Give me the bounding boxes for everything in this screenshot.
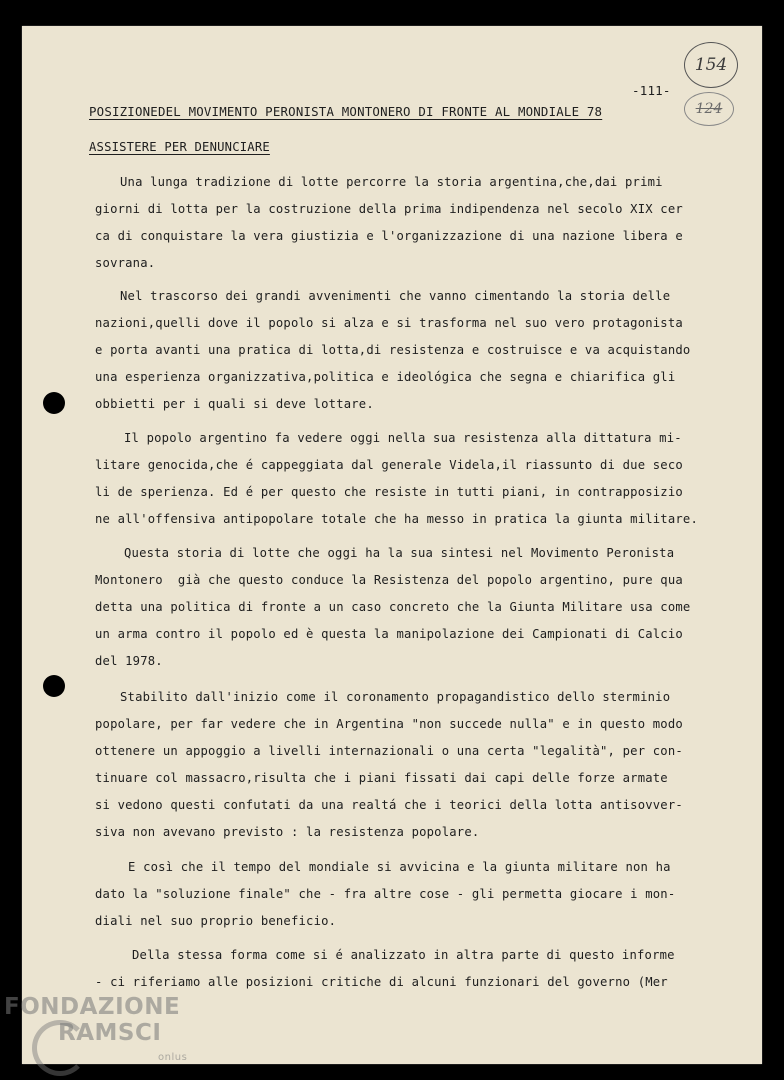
paragraph-6-line-1: E così che il tempo del mondiale si avvicina e la giunta militare non ha <box>128 860 671 874</box>
watermark-line-1: FONDAZIONE <box>4 994 181 1020</box>
paragraph-5-line-1: Stabilito dall'inizio come il coronamento propagandistico dello sterminio <box>120 690 671 704</box>
archive-stamp <box>684 42 738 88</box>
paragraph-4-line-1: Questa storia di lotte che oggi ha la sua sintesi nel Movimento Peronista <box>124 546 675 560</box>
paragraph-1-line-1: Una lunga tradizione di lotte percorre la storia argentina,che,dai primi <box>120 175 663 189</box>
paragraph-6-line-2: dato la "soluzione finale" che - fra altre cose - gli permetta giocare i mon- <box>95 887 676 901</box>
paragraph-4-line-3: detta una politica di fronte a un caso concreto che la Giunta Militare usa come <box>95 600 691 614</box>
paragraph-4-line-5: del 1978. <box>95 654 163 668</box>
archive-stamp-old <box>684 92 734 126</box>
paragraph-5-line-3: ottenere un appoggio a livelli internazionali o una certa "legalità", per con- <box>95 744 683 758</box>
paragraph-3-line-4: ne all'offensiva antipopolare totale che ha messo in pratica la giunta militare. <box>95 512 698 526</box>
paragraph-1-line-3: ca di conquistare la vera giustizia e l'organizzazione di una nazione libera e <box>95 229 683 243</box>
paragraph-2-line-4: una esperienza organizzativa,politica e ideológica che segna e chiarifica gli <box>95 370 676 384</box>
paragraph-6-line-3: diali nel suo proprio beneficio. <box>95 914 337 928</box>
paragraph-2-line-5: obbietti per i quali si deve lottare. <box>95 397 374 411</box>
archive-stamp-old-number: 124 <box>695 101 723 117</box>
paragraph-3-line-1: Il popolo argentino fa vedere oggi nella sua resistenza alla dittatura mi- <box>124 431 682 445</box>
paragraph-7-line-1: Della stessa forma come si é analizzato in altra parte di questo informe <box>132 948 675 962</box>
paragraph-3-line-3: li de sperienza. Ed é per questo che resiste in tutti piani, in contrapposizio <box>95 485 683 499</box>
paragraph-5-line-2: popolare, per far vedere che in Argentina "non succede nulla" e in questo modo <box>95 717 683 731</box>
paragraph-3-line-2: litare genocida,che é cappeggiata dal generale Videla,il riassunto di due seco <box>95 458 683 472</box>
paragraph-2-line-2: nazioni,quelli dove il popolo si alza e si trasforma nel suo vero protagonista <box>95 316 683 330</box>
punch-hole-bottom <box>43 675 65 697</box>
document-subtitle: ASSISTERE PER DENUNCIARE <box>89 140 270 154</box>
document-title: POSIZIONEDEL MOVIMENTO PERONISTA MONTONERO DI FRONTE AL MONDIALE 78 <box>89 104 603 119</box>
paragraph-7-line-2: - ci riferiamo alle posizioni critiche di alcuni funzionari del governo (Mer <box>95 975 668 989</box>
paragraph-1-line-4: sovrana. <box>95 256 156 270</box>
paragraph-1-line-2: giorni di lotta per la costruzione della prima indipendenza nel secolo XIX cer <box>95 202 683 216</box>
punch-hole-top <box>43 392 65 414</box>
archive-stamp-number: 154 <box>694 55 728 75</box>
paragraph-5-line-6: siva non avevano previsto : la resistenza popolare. <box>95 825 480 839</box>
watermark-line-2: RAMSCI <box>58 1020 162 1046</box>
paragraph-5-line-5: si vedono questi confutati da una realtá che i teorici della lotta antisovver- <box>95 798 683 812</box>
page-number: -111- <box>632 83 671 98</box>
paragraph-4-line-2: Montonero già che questo conduce la Resistenza del popolo argentino, pure qua <box>95 573 683 587</box>
paragraph-4-line-4: un arma contro il popolo ed è questa la manipolazione dei Campionati di Calcio <box>95 627 683 641</box>
paragraph-2-line-1: Nel trascorso dei grandi avvenimenti che vanno cimentando la storia delle <box>120 289 671 303</box>
watermark-line-3: onlus <box>158 1052 188 1063</box>
paragraph-2-line-3: e porta avanti una pratica di lotta,di resistenza e costruisce e va acquistando <box>95 343 691 357</box>
paragraph-5-line-4: tinuare col massacro,risulta che i piani fissati dai capi delle forze armate <box>95 771 668 785</box>
document-page <box>22 26 762 1064</box>
